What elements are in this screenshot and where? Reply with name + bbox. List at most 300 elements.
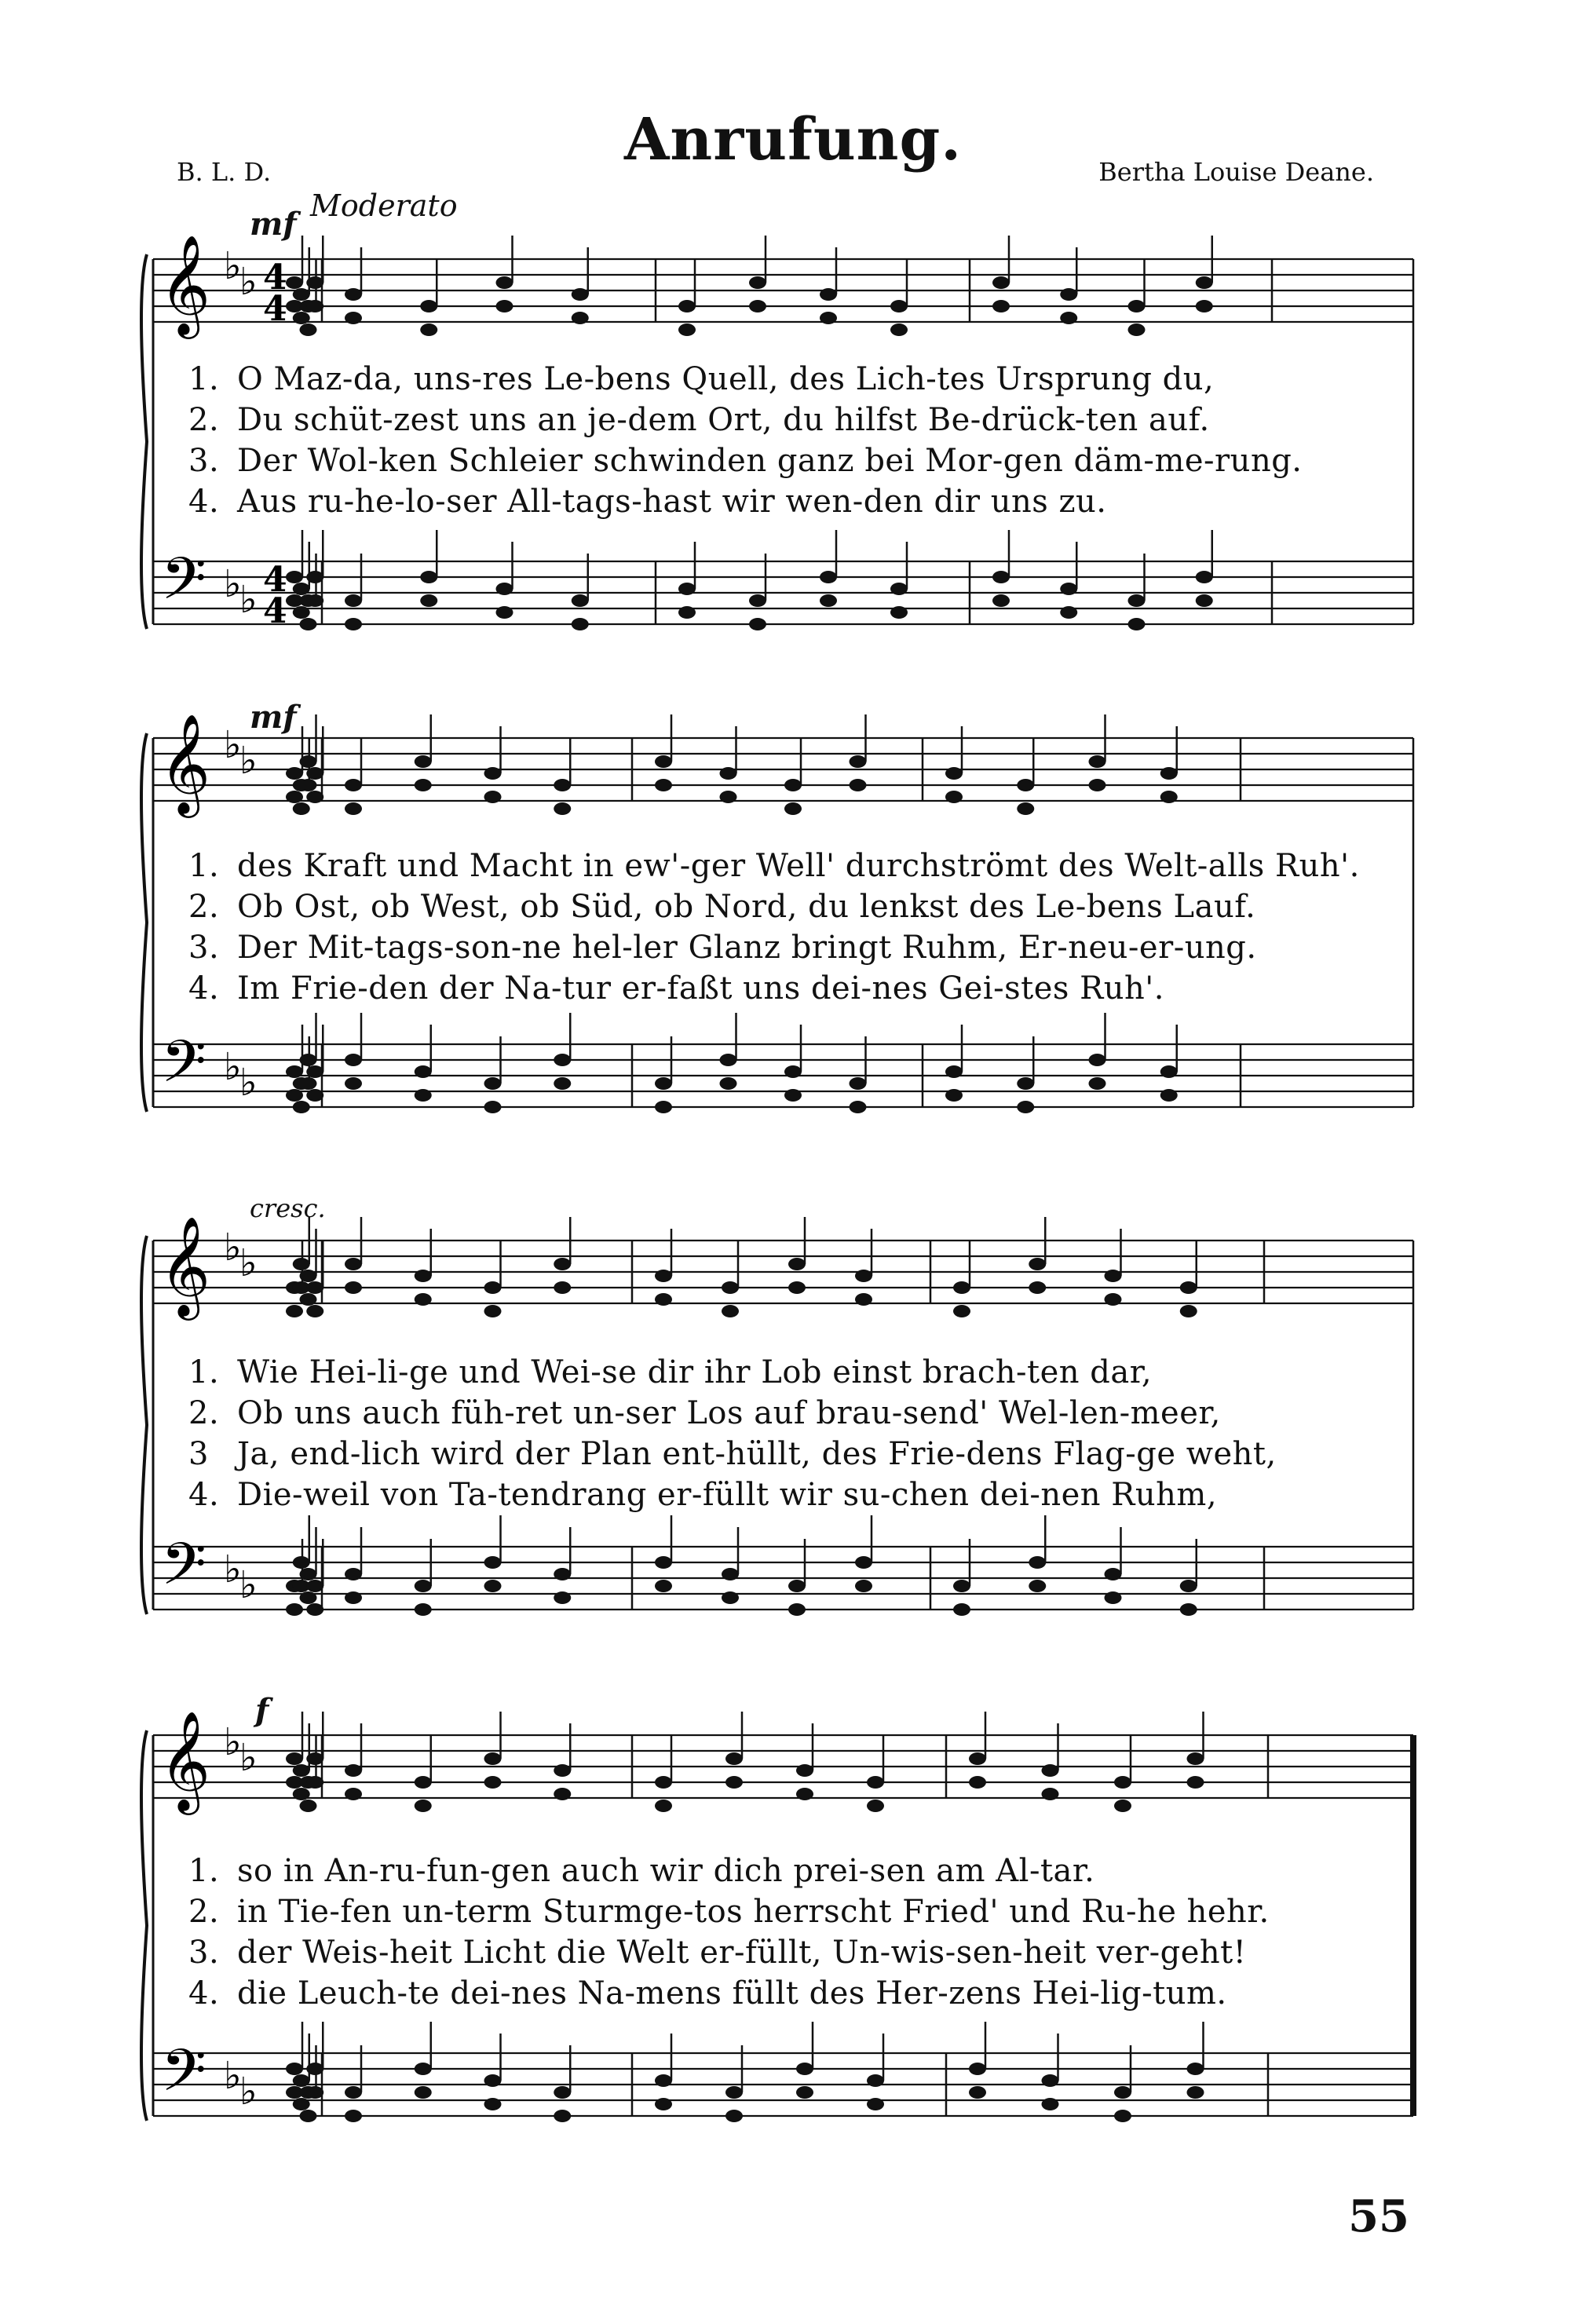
note-head (890, 606, 908, 619)
note-head (300, 1293, 317, 1306)
note-head (788, 1580, 806, 1592)
page-number: 55 (1348, 2191, 1409, 2242)
note-head (306, 1305, 323, 1317)
note-head (1160, 1089, 1178, 1102)
flat-icon: ♭ (224, 562, 242, 606)
note-head (1029, 1258, 1046, 1270)
note-head (1060, 312, 1077, 324)
note-head (655, 1776, 672, 1789)
note-head (1042, 1788, 1059, 1800)
treble-clef-icon: 𝄞 (159, 234, 211, 334)
note-head (867, 2074, 884, 2087)
note-head (286, 571, 303, 583)
note-head (484, 2074, 502, 2087)
note-head (720, 767, 737, 780)
note-head (1196, 300, 1213, 312)
note-head (345, 594, 362, 607)
lyric-line: 4. Aus ru-he-lo-ser All-tags-hast wir wen-den dir uns zu. (188, 484, 1107, 520)
note-head (286, 791, 303, 803)
bass-clef-icon: 𝄢 (161, 1530, 206, 1613)
note-head (749, 618, 766, 630)
note-head (345, 2110, 362, 2122)
lyric-line: 1. Wie Hei-li-ge und Wei-se dir ihr Lob einst brach-ten dar, (188, 1354, 1153, 1390)
note-head (1180, 1603, 1197, 1616)
author-name: Bertha Louise Deane. (1098, 157, 1374, 187)
note-head (1128, 300, 1146, 312)
note-head (293, 1556, 310, 1569)
note-head (415, 755, 432, 768)
note-head (992, 571, 1010, 583)
note-head (1114, 2086, 1131, 2099)
flat-icon: ♭ (239, 578, 258, 622)
note-head (572, 312, 589, 324)
note-head (572, 594, 589, 607)
note-head (1160, 767, 1178, 780)
note-head (293, 1101, 310, 1113)
note-head (415, 1065, 432, 1078)
note-head (484, 1077, 502, 1090)
note-head (855, 1270, 872, 1282)
note-head (1180, 1281, 1197, 1294)
note-head (720, 1077, 737, 1090)
note-head (1029, 1556, 1046, 1569)
note-head (788, 1258, 806, 1270)
note-head (286, 1065, 303, 1078)
lyric-line: 3. Der Wol-ken Schleier schwinden ganz bei Mor-gen däm-me-rung. (188, 443, 1303, 479)
note-head (496, 300, 513, 312)
note-head (969, 2063, 986, 2075)
note-head (306, 571, 323, 583)
note-head (345, 1054, 362, 1066)
note-head (306, 1776, 323, 1789)
note-head (415, 1580, 432, 1592)
flat-icon: ♭ (239, 2070, 258, 2114)
note-head (655, 755, 672, 768)
note-head (725, 1776, 743, 1789)
note-head (286, 1603, 303, 1616)
note-head (850, 779, 867, 791)
note-head (300, 1270, 317, 1282)
note-head (293, 1788, 310, 1800)
note-head (345, 1281, 362, 1294)
dynamic-marking: cresc. (250, 1193, 326, 1223)
note-head (306, 1580, 323, 1592)
note-head (850, 755, 867, 768)
brace-icon (141, 1730, 147, 2121)
note-head (1180, 1580, 1197, 1592)
flat-icon: ♭ (224, 1720, 242, 1764)
note-head (788, 1281, 806, 1294)
note-head (345, 1077, 362, 1090)
note-head (725, 1752, 743, 1765)
note-head (554, 1054, 571, 1066)
note-head (678, 300, 696, 312)
note-head (1017, 802, 1034, 815)
note-head (286, 1089, 303, 1102)
note-head (1017, 1101, 1034, 1113)
note-head (286, 276, 303, 289)
note-head (1105, 1568, 1122, 1580)
note-head (554, 1764, 571, 1777)
note-head (554, 1077, 571, 1090)
flat-icon: ♭ (239, 260, 258, 304)
flat-icon: ♭ (239, 1061, 258, 1105)
brace-icon (141, 254, 147, 629)
note-head (678, 323, 696, 336)
note-head (345, 312, 362, 324)
time-signature-numerator: 4 (263, 258, 287, 298)
note-head (953, 1305, 970, 1317)
flat-icon: ♭ (224, 244, 242, 288)
note-head (293, 802, 310, 815)
note-head (420, 571, 437, 583)
note-head (867, 1800, 884, 1812)
note-head (749, 276, 766, 289)
note-head (345, 2086, 362, 2099)
note-head (345, 1568, 362, 1580)
note-head (554, 1591, 571, 1604)
note-head (286, 1752, 303, 1765)
note-head (1196, 276, 1213, 289)
note-head (554, 2086, 571, 2099)
brace-icon (141, 1236, 147, 1614)
note-head (293, 2098, 310, 2110)
lyrics-block-2 (188, 848, 1413, 1011)
lyric-line: 1. des Kraft und Macht in ew'-ger Well' durchströmt des Welt-alls Ruh'. (188, 848, 1360, 884)
note-head (554, 1258, 571, 1270)
note-head (796, 1764, 813, 1777)
note-head (1089, 779, 1106, 791)
note-head (496, 583, 513, 595)
bass-clef-icon: 𝄢 (161, 545, 206, 627)
note-head (655, 1580, 672, 1592)
note-head (1017, 779, 1034, 791)
note-head (484, 1281, 502, 1294)
note-head (890, 583, 908, 595)
lyric-line: 2. Ob Ost, ob West, ob Süd, ob Nord, du lenkst des Le-bens Lauf. (188, 889, 1256, 925)
note-head (572, 618, 589, 630)
note-head (1160, 1065, 1178, 1078)
note-head (415, 779, 432, 791)
bass-clef-icon: 𝄢 (161, 1028, 206, 1110)
flat-icon: ♭ (224, 2054, 242, 2098)
note-head (720, 791, 737, 803)
note-head (655, 1077, 672, 1090)
note-head (1187, 1776, 1204, 1789)
note-head (420, 594, 437, 607)
note-head (300, 618, 317, 630)
note-head (722, 1305, 739, 1317)
note-head (784, 779, 802, 791)
note-head (850, 1101, 867, 1113)
note-head (1114, 1776, 1131, 1789)
note-head (855, 1580, 872, 1592)
note-head (345, 1764, 362, 1777)
note-head (300, 2110, 317, 2122)
note-head (306, 594, 323, 607)
composer-initials: B. L. D. (177, 157, 272, 187)
note-head (655, 2074, 672, 2087)
note-head (890, 300, 908, 312)
lyric-line: 4. Im Frie-den der Na-tur er-faßt uns dei-nes Gei-stes Ruh'. (188, 970, 1164, 1007)
time-signature-numerator: 4 (263, 560, 287, 600)
note-head (554, 802, 571, 815)
note-head (300, 755, 317, 768)
note-head (784, 1065, 802, 1078)
note-head (345, 1788, 362, 1800)
note-head (415, 1270, 432, 1282)
note-head (1029, 1580, 1046, 1592)
note-head (784, 1089, 802, 1102)
flat-icon: ♭ (224, 1548, 242, 1591)
note-head (855, 1556, 872, 1569)
note-head (1089, 755, 1106, 768)
note-head (1029, 1281, 1046, 1294)
note-head (1187, 2086, 1204, 2099)
note-head (655, 1800, 672, 1812)
note-head (345, 618, 362, 630)
note-head (484, 1580, 502, 1592)
note-head (420, 323, 437, 336)
treble-clef-icon: 𝄞 (159, 713, 211, 813)
note-head (722, 1281, 739, 1294)
note-head (820, 288, 837, 301)
note-head (1060, 583, 1077, 595)
note-head (655, 2098, 672, 2110)
note-head (1105, 1293, 1122, 1306)
note-head (415, 1800, 432, 1812)
note-head (720, 1054, 737, 1066)
note-head (286, 2063, 303, 2075)
note-head (345, 1258, 362, 1270)
note-head (484, 791, 502, 803)
note-head (788, 1603, 806, 1616)
note-head (725, 2110, 743, 2122)
note-head (300, 779, 317, 791)
note-head (784, 802, 802, 815)
note-head (293, 583, 310, 595)
lyric-line: 3. Der Mit-tags-son-ne hel-ler Glanz bringt Ruhm, Er-neu-er-ung. (188, 930, 1257, 966)
flat-icon: ♭ (239, 1241, 258, 1285)
note-head (678, 583, 696, 595)
note-head (300, 1568, 317, 1580)
note-head (554, 1281, 571, 1294)
tempo-marking: Moderato (310, 188, 458, 223)
note-head (572, 288, 589, 301)
note-head (554, 779, 571, 791)
time-signature-denominator: 4 (263, 289, 287, 329)
note-head (300, 1591, 317, 1604)
dynamic-marking: mf (250, 206, 297, 243)
treble-clef-icon: 𝄞 (159, 1215, 211, 1316)
note-head (945, 1065, 963, 1078)
note-head (1042, 1764, 1059, 1777)
note-head (306, 1281, 323, 1294)
note-head (655, 1270, 672, 1282)
lyrics-block-1 (188, 361, 1413, 524)
note-head (992, 300, 1010, 312)
dynamic-marking: mf (250, 699, 297, 736)
note-head (1060, 606, 1077, 619)
note-head (1017, 1077, 1034, 1090)
note-head (1042, 2098, 1059, 2110)
note-head (554, 1788, 571, 1800)
lyric-line: 3. der Weis-heit Licht die Welt er-füllt, Un-wis-sen-heit ver-geht! (188, 1935, 1247, 1971)
note-head (293, 606, 310, 619)
note-head (945, 791, 963, 803)
note-head (484, 1752, 502, 1765)
note-head (415, 1776, 432, 1789)
note-head (1196, 571, 1213, 583)
note-head (969, 2086, 986, 2099)
note-head (867, 2098, 884, 2110)
note-head (855, 1293, 872, 1306)
note-head (953, 1580, 970, 1592)
note-head (300, 323, 317, 336)
note-head (796, 2086, 813, 2099)
lyric-line: 2. Ob uns auch füh-ret un-ser Los auf brau-send' Wel-len-meer, (188, 1395, 1221, 1431)
note-head (1196, 594, 1213, 607)
note-head (306, 767, 323, 780)
lyric-line: 1. O Maz-da, uns-res Le-bens Quell, des Lich-tes Ursprung du, (188, 361, 1215, 397)
lyric-line: 4. Die-weil von Ta-tendrang er-füllt wir su-chen dei-nen Ruhm, (188, 1477, 1218, 1513)
note-head (484, 1305, 502, 1317)
note-head (484, 1556, 502, 1569)
flat-icon: ♭ (224, 1045, 242, 1089)
note-head (1089, 1054, 1106, 1066)
lyric-line: 3 Ja, end-lich wird der Plan ent-hüllt, des Frie-dens Flag-ge weht, (188, 1436, 1277, 1472)
note-head (1160, 791, 1178, 803)
note-head (554, 1568, 571, 1580)
note-head (415, 2063, 432, 2075)
note-head (749, 594, 766, 607)
note-head (945, 1089, 963, 1102)
flat-icon: ♭ (224, 1226, 242, 1270)
note-head (286, 1305, 303, 1317)
note-head (820, 594, 837, 607)
note-head (655, 1101, 672, 1113)
note-head (1105, 1270, 1122, 1282)
lyric-line: 2. Du schüt-zest uns an je-dem Ort, du hilfst Be-drück-ten auf. (188, 402, 1210, 438)
lyrics-block-4 (188, 1853, 1413, 2016)
note-head (484, 1776, 502, 1789)
note-head (300, 1800, 317, 1812)
note-head (722, 1591, 739, 1604)
note-head (1114, 1800, 1131, 1812)
note-head (420, 300, 437, 312)
note-head (945, 767, 963, 780)
note-head (1128, 323, 1146, 336)
note-head (484, 767, 502, 780)
note-head (1128, 618, 1146, 630)
note-head (678, 606, 696, 619)
note-head (293, 288, 310, 301)
note-head (415, 1603, 432, 1616)
note-head (484, 1101, 502, 1113)
note-head (1089, 1077, 1106, 1090)
flat-icon: ♭ (224, 723, 242, 767)
note-head (306, 1065, 323, 1078)
note-head (820, 312, 837, 324)
note-head (554, 2110, 571, 2122)
note-head (306, 300, 323, 312)
note-head (293, 2074, 310, 2087)
note-head (655, 1556, 672, 1569)
note-head (306, 1089, 323, 1102)
note-head (655, 779, 672, 791)
note-head (345, 779, 362, 791)
note-head (1187, 1752, 1204, 1765)
note-head (306, 791, 323, 803)
note-head (293, 1764, 310, 1777)
note-head (1105, 1591, 1122, 1604)
note-head (1180, 1305, 1197, 1317)
note-head (820, 571, 837, 583)
note-head (415, 2086, 432, 2099)
dynamic-marking: f (255, 1692, 269, 1729)
flat-icon: ♭ (239, 1736, 258, 1780)
note-head (796, 1788, 813, 1800)
note-head (415, 1293, 432, 1306)
note-head (1187, 2063, 1204, 2075)
note-head (300, 1077, 317, 1090)
note-head (345, 1591, 362, 1604)
note-head (415, 1089, 432, 1102)
note-head (867, 1776, 884, 1789)
note-head (992, 276, 1010, 289)
note-head (496, 606, 513, 619)
note-head (890, 323, 908, 336)
brace-icon (141, 733, 147, 1112)
treble-clef-icon: 𝄞 (159, 1710, 211, 1811)
note-head (306, 2086, 323, 2099)
note-head (306, 276, 323, 289)
note-head (992, 594, 1010, 607)
note-head (293, 312, 310, 324)
note-head (655, 1293, 672, 1306)
note-head (345, 288, 362, 301)
note-head (969, 1776, 986, 1789)
note-head (306, 2063, 323, 2075)
lyrics-block-3 (188, 1354, 1413, 1518)
note-head (749, 300, 766, 312)
flat-icon: ♭ (239, 1563, 258, 1607)
note-head (306, 1752, 323, 1765)
note-head (722, 1568, 739, 1580)
flat-icon: ♭ (239, 739, 258, 783)
note-head (796, 2063, 813, 2075)
hymn-title: Anrufung. (624, 106, 962, 174)
note-head (1060, 288, 1077, 301)
note-head (969, 1752, 986, 1765)
note-head (300, 1054, 317, 1066)
note-head (286, 767, 303, 780)
note-head (850, 1077, 867, 1090)
lyric-line: 2. in Tie-fen un-term Sturmge-tos herrscht Fried' und Ru-he hehr. (188, 1894, 1270, 1930)
note-head (496, 276, 513, 289)
lyric-line: 4. die Leuch-te dei-nes Na-mens füllt des Her-zens Hei-lig-tum. (188, 1975, 1227, 2012)
note-head (293, 1258, 310, 1270)
note-head (953, 1281, 970, 1294)
lyric-line: 1. so in An-ru-fun-gen auch wir dich prei-sen am Al-tar. (188, 1853, 1095, 1889)
note-head (1128, 594, 1146, 607)
note-head (306, 1603, 323, 1616)
time-signature-denominator: 4 (263, 591, 287, 631)
bass-clef-icon: 𝄢 (161, 2037, 206, 2119)
note-head (1042, 2074, 1059, 2087)
note-head (953, 1603, 970, 1616)
note-head (345, 802, 362, 815)
